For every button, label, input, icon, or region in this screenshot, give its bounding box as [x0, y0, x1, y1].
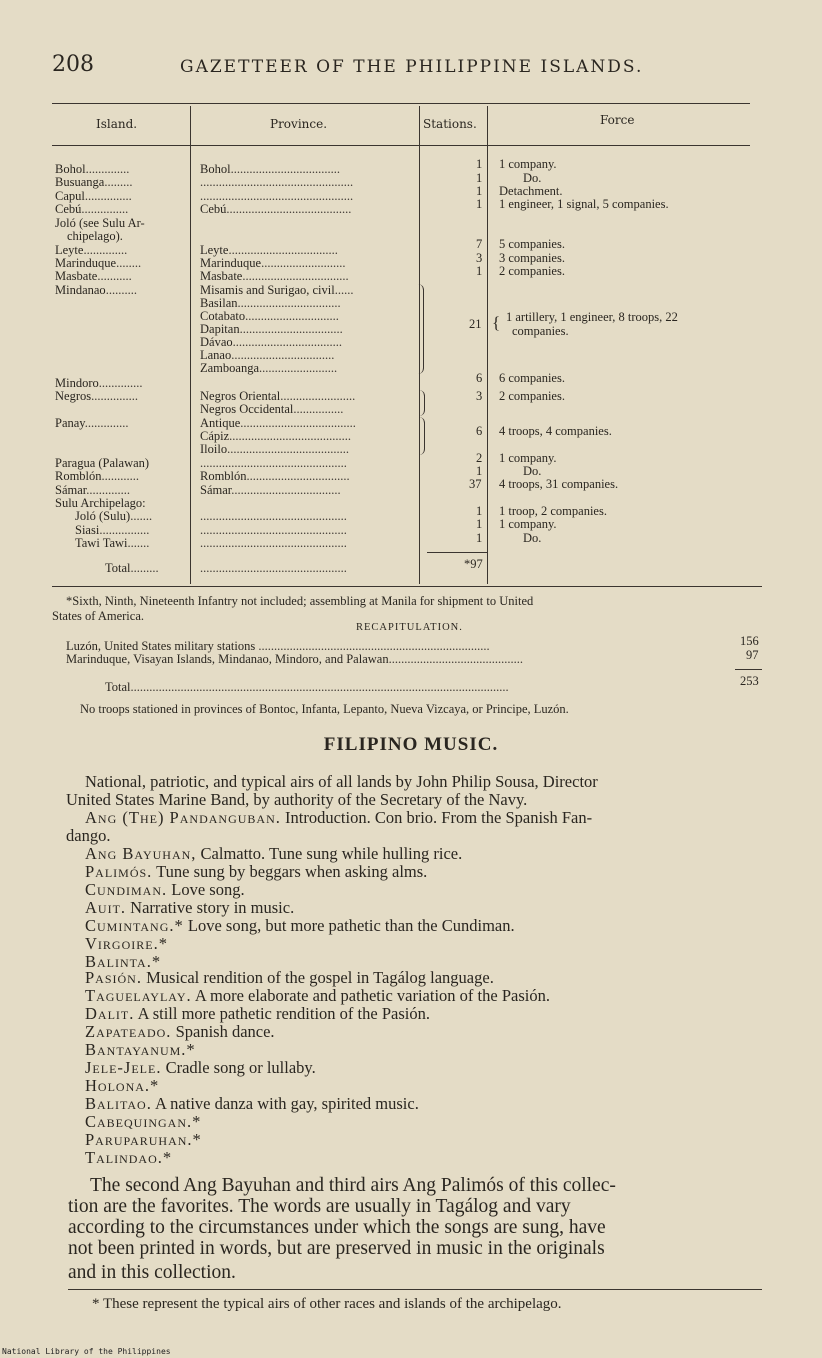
music-entry: Bantayanum.* [85, 1040, 196, 1059]
province-row: Sámar................................... [200, 483, 341, 497]
island-row: Bohol.............. [55, 162, 130, 176]
island-row: Masbate........... [55, 269, 132, 283]
province-row: Negros Oriental........................ [200, 389, 356, 403]
island-row: Panay.............. [55, 416, 129, 430]
force-value: 4 troops, 31 companies. [499, 477, 619, 491]
force-value: companies. [512, 324, 569, 338]
footnote-rule [68, 1289, 762, 1290]
province-dots: ............................................... [200, 509, 347, 523]
force-value: Do. [523, 464, 542, 478]
province-row: Lanao................................. [200, 348, 335, 362]
stations-value: 1 [476, 517, 483, 531]
recap-value: 97 [746, 648, 759, 662]
force-value: 2 companies. [499, 264, 565, 278]
music-entry: Virgoire.* [85, 934, 168, 953]
recap-row: Marinduque, Visayan Islands, Mindanao, Mindoro, and Palawan........................................... [66, 652, 523, 666]
music-entry: Auit. Narrative story in music. [85, 898, 295, 917]
island-row: Sulu Archipelago: [55, 496, 146, 510]
force-value: 5 companies. [499, 237, 565, 251]
province-row: Masbate.................................. [200, 269, 349, 283]
force-brace: { [492, 313, 501, 332]
recap-rule [735, 669, 762, 670]
music-entry: Zapateado. Spanish dance. [85, 1022, 275, 1041]
music-entry: Talindao.* [85, 1148, 173, 1167]
province-row: Dapitan................................. [200, 322, 343, 336]
music-entry: Jele-Jele. Cradle song or lullaby. [85, 1058, 316, 1077]
page-number: 208 [52, 52, 94, 77]
province-dots: ............................................... [200, 536, 347, 550]
island-row: Cebú............... [55, 202, 129, 216]
province-dots: ................................................. [200, 189, 354, 203]
header-rule [52, 145, 750, 146]
negros-brace [418, 390, 425, 416]
table-bottom-rule [52, 586, 762, 587]
section-title: FILIPINO MUSIC. [323, 734, 499, 755]
music-entry: Cumintang.* Love song, but more pathetic than the Cundiman. [85, 916, 515, 935]
province-row: Negros Occidental................ [200, 402, 344, 416]
stations-value: 21 [469, 317, 482, 331]
province-row: Zamboanga......................... [200, 361, 338, 375]
force-value: 3 companies. [499, 251, 565, 265]
force-value: 1 troop, 2 companies. [499, 504, 607, 518]
recap-title: RECAPITULATION. [356, 622, 463, 633]
island-row: Sámar.............. [55, 483, 130, 497]
music-entry: dango. [66, 826, 111, 845]
province-row: Cebú........................................ [200, 202, 352, 216]
force-value: 1 company. [499, 157, 557, 171]
stations-value: 1 [476, 184, 483, 198]
force-value: 2 companies. [499, 389, 565, 403]
island-row: Siasi................ [75, 523, 150, 537]
header-island: Island. [96, 117, 138, 131]
force-value: 4 troops, 4 companies. [499, 424, 612, 438]
closing-paragraph: according to the circumstances under which the songs are sung, have [68, 1217, 606, 1238]
stations-value: 1 [476, 197, 483, 211]
stations-value: 6 [476, 424, 483, 438]
stations-value: 1 [476, 504, 483, 518]
province-row: Misamis and Surigao, civil...... [200, 283, 354, 297]
island-row: Paragua (Palawan) [55, 456, 150, 470]
province-dots: ............................................... [200, 523, 347, 537]
music-entry: Holona.* [85, 1076, 160, 1095]
province-row: Antique..................................... [200, 416, 356, 430]
island-row: Busuanga......... [55, 175, 133, 189]
island-row: Negros............... [55, 389, 138, 403]
province-row: Marinduque........................... [200, 256, 346, 270]
recap-value: 156 [740, 634, 759, 648]
header-force: Force [600, 113, 635, 127]
stations-value: 7 [476, 237, 483, 251]
stations-value: 3 [476, 389, 483, 403]
stations-value: 1 [476, 171, 483, 185]
closing-paragraph: and in this collection. [68, 1262, 236, 1283]
province-dots: ............................................... [200, 561, 347, 575]
province-row: Leyte................................... [200, 243, 338, 257]
stations-value: 1 [476, 264, 483, 278]
panay-brace [418, 417, 425, 455]
stations-value: 2 [476, 451, 483, 465]
island-row: Mindanao.......... [55, 283, 137, 297]
music-entry: Balinta.* [85, 952, 162, 971]
force-value: 6 companies. [499, 371, 565, 385]
force-value: Do. [523, 171, 542, 185]
force-value: 1 artillery, 1 engineer, 8 troops, 22 [506, 310, 678, 324]
island-row: Romblón............ [55, 469, 140, 483]
stations-value: 1 [476, 464, 483, 478]
music-entry: Ang (The) Pandanguban. Introduction. Con brio. From the Spanish Fan- [85, 808, 593, 827]
island-row: Joló (see Sulu Ar- [55, 216, 145, 230]
island-row: Tawi Tawi....... [75, 536, 150, 550]
closing-paragraph: not been printed in words, but are preserved in music in the originals [68, 1238, 605, 1259]
table-footnote: *Sixth, Ninth, Nineteenth Infantry not included; assembling at Manila for shipment to United [66, 594, 534, 608]
stations-value: 1 [476, 157, 483, 171]
force-value: 1 company. [499, 451, 557, 465]
music-entry: Balitao. A native danza with gay, spirited music. [85, 1094, 419, 1113]
music-entry: Cundiman. Love song. [85, 880, 245, 899]
table-top-rule [52, 103, 750, 104]
music-footnote: * These represent the typical airs of other races and islands of the archipelago. [92, 1296, 562, 1312]
music-entry: Taguelaylay. A more elaborate and pathetic variation of the Pasión. [85, 986, 550, 1005]
recap-total: Total......................................................................................................................... [105, 680, 509, 694]
mindanao-brace [416, 284, 424, 374]
stations-value: 3 [476, 251, 483, 265]
island-row: Leyte.............. [55, 243, 128, 257]
island-row: Joló (Sulu)....... [75, 509, 153, 523]
no-troops-note: No troops stationed in provinces of Bontoc, Infanta, Lepanto, Nueva Vizcaya, or Principe, Luzón. [80, 702, 569, 716]
province-row: Cápiz....................................... [200, 429, 352, 443]
library-footer: National Library of the Philippines [2, 1347, 171, 1356]
island-row: Marinduque........ [55, 256, 142, 270]
music-entry: Pasión. Musical rendition of the gospel in Tagálog language. [85, 968, 494, 987]
stations-value: 6 [476, 371, 483, 385]
force-value: 1 engineer, 1 signal, 5 companies. [499, 197, 669, 211]
music-entry: Ang Bayuhan, Calmatto. Tune sung while hulling rice. [85, 844, 463, 863]
recap-total-value: 253 [740, 674, 759, 688]
province-dots: ................................................. [200, 175, 354, 189]
recap-row: Luzón, United States military stations .......................................................................... [66, 639, 490, 653]
intro-line: United States Marine Band, by authority of the Secretary of the Navy. [66, 790, 528, 809]
province-row: Romblón................................. [200, 469, 350, 483]
header-stations: Stations. [423, 117, 477, 131]
col-rule-3 [487, 106, 488, 584]
music-entry: Palimós. Tune sung by beggars when asking alms. [85, 862, 428, 881]
stations-total: *97 [464, 557, 483, 571]
province-row: Dávao................................... [200, 335, 342, 349]
col-rule-1 [190, 106, 191, 584]
island-row: Capul............... [55, 189, 132, 203]
stations-value: 37 [469, 477, 482, 491]
music-entry: Cabequingan.* [85, 1112, 202, 1131]
province-dots: ............................................... [200, 456, 347, 470]
province-row: Iloilo....................................... [200, 442, 349, 456]
closing-paragraph: The second Ang Bayuhan and third airs Ang Palimós of this collec- [90, 1175, 616, 1196]
running-title: GAZETTEER OF THE PHILIPPINE ISLANDS. [180, 57, 644, 77]
island-row: Mindoro.............. [55, 376, 143, 390]
music-entry: Dalit. A still more pathetic rendition of the Pasión. [85, 1004, 430, 1023]
music-entry: Paruparuhan.* [85, 1130, 202, 1149]
province-row: Cotabato.............................. [200, 309, 339, 323]
total-rule [427, 552, 487, 553]
stations-value: 1 [476, 531, 483, 545]
province-row: Bohol................................... [200, 162, 340, 176]
closing-paragraph: tion are the favorites. The words are usually in Tagálog and vary [68, 1196, 571, 1217]
force-value: Do. [523, 531, 542, 545]
table-footnote-cont: States of America. [52, 609, 144, 623]
intro-line: National, patriotic, and typical airs of all lands by John Philip Sousa, Director [85, 772, 598, 791]
island-total: Total......... [105, 561, 159, 575]
force-value: 1 company. [499, 517, 557, 531]
force-value: Detachment. [499, 184, 563, 198]
header-province: Province. [270, 117, 328, 131]
island-row: chipelago). [67, 229, 123, 243]
province-row: Basilan................................. [200, 296, 341, 310]
